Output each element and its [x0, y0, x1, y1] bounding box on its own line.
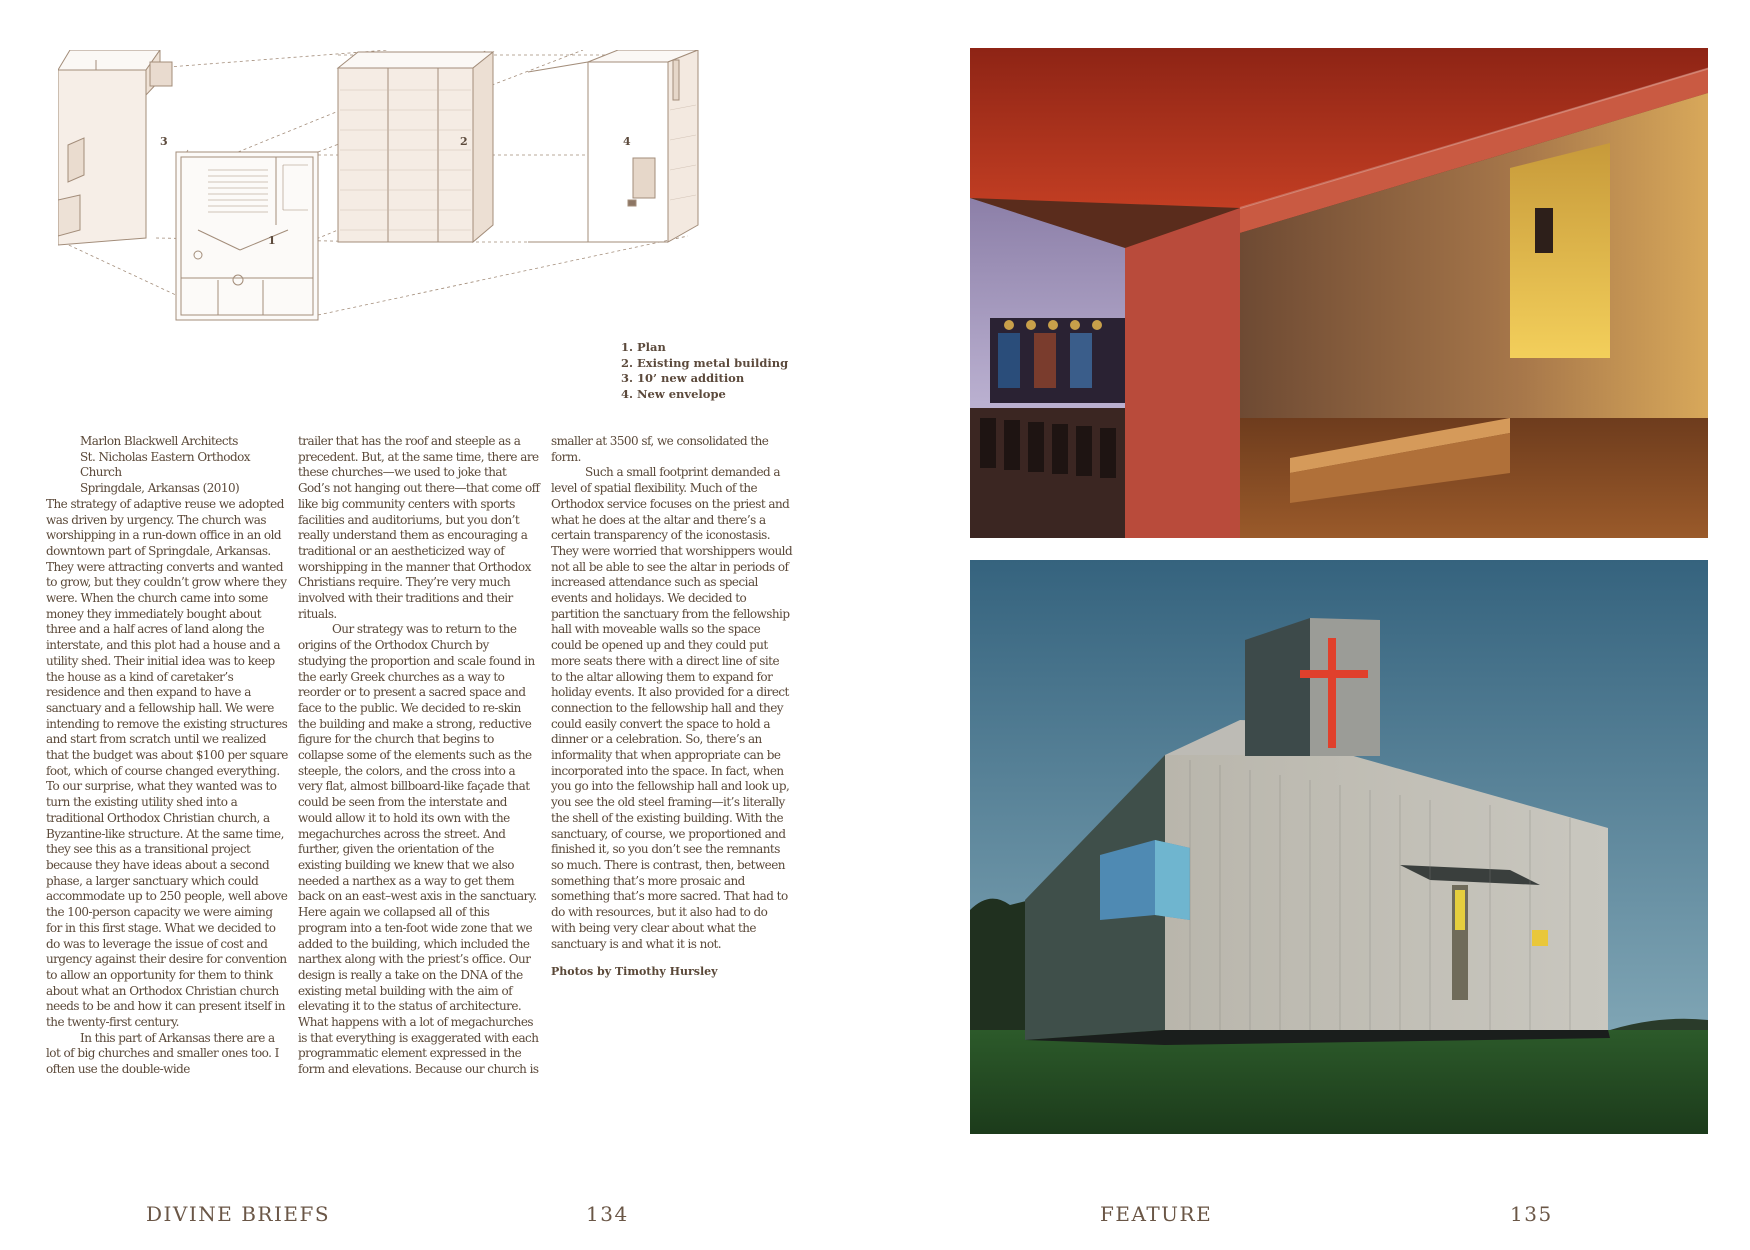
article-column-2	[298, 434, 540, 1078]
existing-building-drawing	[338, 52, 493, 242]
iconostasis	[990, 318, 1125, 403]
article-column-3	[551, 434, 793, 980]
diagram-legend	[621, 340, 788, 402]
legend-item-2: 2. Existing metal building	[621, 355, 789, 370]
credit-location: Springdale, Arkansas (2010)	[80, 481, 240, 496]
axonometric-diagram	[58, 50, 778, 380]
new-addition-drawing	[58, 50, 172, 245]
legend-item-3: 3. 10’ new addition	[621, 371, 745, 386]
exterior-photo	[970, 560, 1708, 1134]
new-envelope-drawing	[528, 50, 698, 242]
col1-paragraph-2: In this part of Arkansas there are a lot of big churches and smaller ones too. I often use the double-wide	[46, 1030, 279, 1077]
col1-paragraph-1: The strategy of adaptive reuse we adopted was driven by urgency. The church was worshipping in a run-down office in an old downtown part of Springdale, Arkansas. They were attracting converts and wanted to grow, but they couldn’t grow where they were. When the church came into some money they immediately bought about three and a half acres of land along the interstate, and this plot had a house and a utility shed. Their initial idea was to keep the house as a kind of caretaker’s residence and then expand to have a sanctuary and a fellowship hall. We were intending to remove the existing structures and start from scratch until we realized that the budget was about $100 per square foot, which of course changed everything. To our surprise, what they wanted was to turn the existing utility shed into a traditional Orthodox Christian church, a Byzantine-like structure. At the same time, they see this as a transitional project because they have ideas about a second phase, a larger sanctuary which could accommodate up to 250 people, well above the 100-person capacity we were aiming for in this first stage. What we decided to do was to leverage the issue of cost and urgency against their desire for convention to allow an opportunity for them to think about what an Orthodox Christian church needs to be and how it can present itself in the twenty-first century.	[46, 496, 288, 1030]
left-page-number: 134	[586, 1202, 629, 1226]
article-column-1	[46, 434, 288, 1078]
left-section-title: DIVINE BRIEFS	[146, 1202, 331, 1226]
col3-paragraph-1: smaller at 3500 sf, we consolidated the form.	[551, 434, 769, 464]
plan-drawing	[176, 152, 318, 320]
credit-project: St. Nicholas Eastern Orthodox Church	[80, 449, 250, 480]
right-section-title: FEATURE	[1100, 1202, 1213, 1226]
col2-paragraph-2: Our strategy was to return to the origins of the Orthodox Church by studying the proportion and scale found in the early Greek churches as a way to reorder or to present a sacred space and face to the public. We decided to re-skin the building and make a strong, reductive figure for the church that begins to collapse some of the elements such as the steeple, the colors, and the cross into a very flat, almost billboard-like façade that could be seen from the interstate and would allow it to hold its own with the megachurches across the street. And further, given the orientation of the existing building we knew that we also needed a narthex as a way to get them back on an east–west axis in the sanctuary. Here again we collapsed all of this program into a ten-foot wide zone that we added to the building, which included the narthex along with the priest’s office. Our design is really a take on the DNA of the existing metal building with the aim of elevating it to the status of architecture. What happens with a lot of megachurches is that everything is exaggerated with each programmatic element expressed in the form and elevations. Because our church is	[298, 622, 539, 1077]
diagram-label-1: 1	[268, 234, 276, 247]
photo-credit: Photos by Timothy Hursley	[551, 965, 718, 979]
col2-paragraph-1: trailer that has the roof and steeple as a precedent. But, at the same time, there are these churches—we used to joke that God’s not hanging out there—that come off like big community centers with sports facilities and auditoriums, but you don’t really understand them as encouraging a traditional or an aestheticized way of worshipping in the manner that Orthodox Christians require. They’re very much involved with their traditions and their rituals.	[298, 434, 540, 621]
right-page-number: 135	[1510, 1202, 1553, 1226]
credit-architect: Marlon Blackwell Architects	[80, 434, 238, 448]
legend-item-4: 4. New envelope	[621, 386, 726, 401]
diagram-label-3: 3	[160, 135, 168, 148]
col3-paragraph-2: Such a small footprint demanded a level of spatial flexibility. Much of the Orthodox service focuses on the priest and what he does at the altar and there’s a certain transparency of the iconostasis. They were worried that worshippers would not all be able to see the altar in periods of increased attendance such as special events and holidays. We decided to partition the sanctuary from the fellowship hall with moveable walls so the space could be opened up and they could put more seats there with a direct line of site to the altar allowing them to expand for holiday events. It also provided for a direct connection to the fellowship hall and they could easily convert the space to hold a dinner or a celebration. So, there’s an informality that when appropriate can be incorporated into the space. In fact, when you go into the fellowship hall and look up, you see the old steel framing—it’s literally the shell of the existing building. With the sanctuary, of course, we proportioned and finished it, so you don’t see the remnants so much. There is contrast, then, between something that’s more prosaic and something that’s more sacred. That had to do with resources, but it also had to do with being very clear about what the sanctuary is and what it is not.	[551, 465, 793, 951]
legend-item-1: 1. Plan	[621, 340, 666, 354]
diagram-label-2: 2	[460, 135, 468, 148]
interior-photo	[970, 48, 1708, 538]
diagram-label-4: 4	[623, 135, 631, 148]
